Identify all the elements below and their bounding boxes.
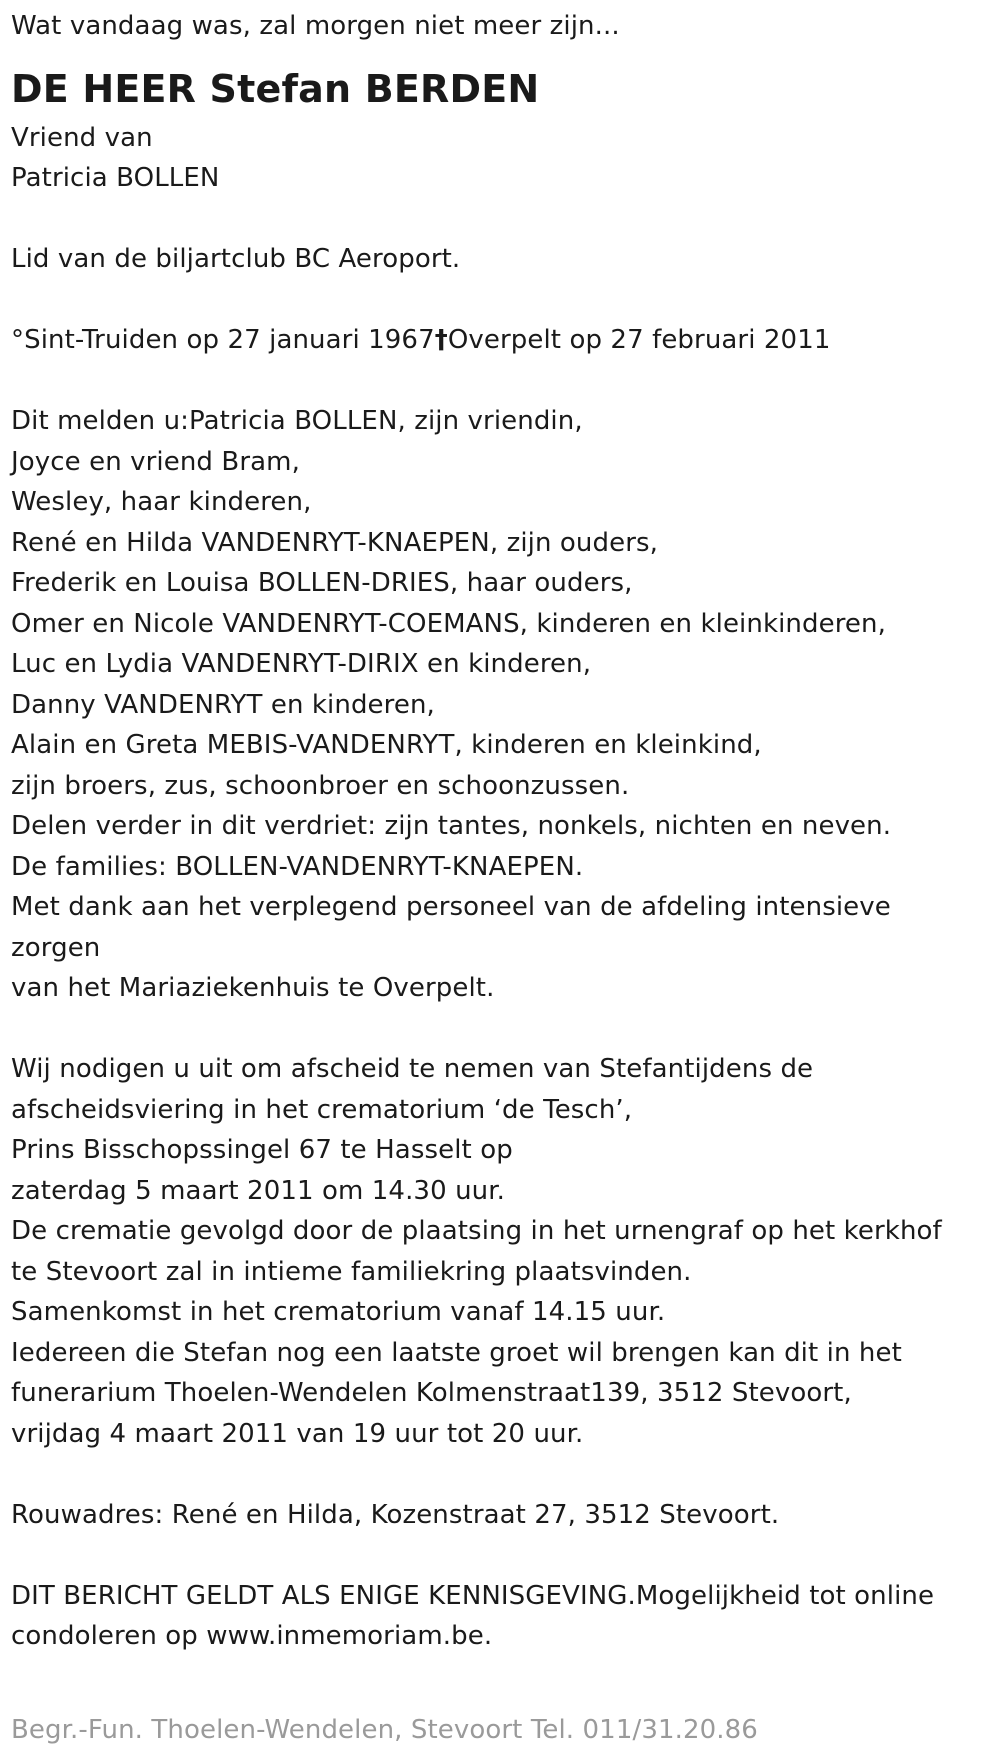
spacer	[11, 361, 991, 402]
mourning-address: Rouwadres: René en Hilda, Kozenstraat 27, 3512 Stevoort.	[11, 1499, 780, 1530]
ceremony-line: Prins Bisschopssingel 67 te Hasselt op	[11, 1135, 513, 1165]
obituary-notice	[11, 0, 991, 1751]
spacer	[11, 199, 991, 240]
announcer-line: De families: BOLLEN-VANDENRYT-KNAEPEN.	[11, 851, 584, 882]
death-info: Overpelt op 27 februari 2011	[447, 325, 831, 355]
ceremony-line: zaterdag 5 maart 2011 om 14.30 uur.	[11, 1175, 506, 1206]
notice-line: DIT BERICHT GELDT ALS ENIGE KENNISGEVING.Mogelijkheid tot online	[11, 1580, 935, 1611]
announcer-line: Met dank aan het verplegend personeel van de afdeling intensieve	[11, 892, 891, 922]
ceremony-line: te Stevoort zal in intieme familiekring plaatsvinden.	[11, 1256, 692, 1287]
cross-icon: †	[434, 325, 448, 355]
ceremony-line: afscheidsviering in het crematorium ‘de Tesch’,	[11, 1094, 633, 1125]
birth-death-line	[11, 320, 991, 361]
spacer	[11, 1657, 991, 1698]
funeral-home-footer: Begr.-Fun. Thoelen-Wendelen, Stevoort Tel. 011/31.20.86	[11, 1715, 758, 1745]
announcer-line: Frederik en Louisa BOLLEN-DRIES, haar ouders,	[11, 568, 633, 598]
spacer	[11, 1535, 991, 1576]
announcers-list	[11, 401, 991, 1009]
announcer-line: Delen verder in dit verdriet: zijn tantes, nonkels, nichten en neven.	[11, 811, 892, 841]
birth-info: °Sint-Truiden op 27 januari 1967	[11, 325, 435, 355]
notice-block	[11, 1576, 991, 1657]
announcer-line: Alain en Greta MEBIS-VANDENRYT, kinderen en kleinkind,	[11, 730, 762, 760]
ceremony-details	[11, 1049, 991, 1454]
notice-line: condoleren op www.inmemoriam.be.	[11, 1621, 493, 1651]
ceremony-line: Samenkomst in het crematorium vanaf 14.15 uur.	[11, 1297, 666, 1327]
spacer	[11, 1454, 991, 1495]
announcer-line: Dit melden u:Patricia BOLLEN, zijn vriendin,	[11, 406, 583, 436]
announcer-line: van het Mariaziekenhuis te Overpelt.	[11, 973, 495, 1003]
spacer	[11, 1009, 991, 1050]
ceremony-line: vrijdag 4 maart 2011 van 19 uur tot 20 uur.	[11, 1418, 584, 1449]
announcer-line: Luc en Lydia VANDENRYT-DIRIX en kinderen,	[11, 649, 592, 679]
announcer-line: Omer en Nicole VANDENRYT-COEMANS, kinderen en kleinkinderen,	[11, 608, 886, 639]
announcer-line: Wesley, haar kinderen,	[11, 487, 312, 517]
spacer	[11, 280, 991, 321]
relation-line: Vriend van	[11, 122, 153, 153]
ceremony-line: Wij nodigen u uit om afscheid te nemen van Stefantijdens de	[11, 1054, 814, 1084]
announcer-line: René en Hilda VANDENRYT-KNAEPEN, zijn ouders,	[11, 527, 659, 558]
intro-quote: Wat vandaag was, zal morgen niet meer zijn...	[11, 11, 620, 41]
ceremony-line: funerarium Thoelen-Wendelen Kolmenstraat139, 3512 Stevoort,	[11, 1378, 852, 1408]
announcer-line: zorgen	[11, 932, 101, 963]
deceased-name-heading: DE HEER Stefan BERDEN	[11, 66, 540, 111]
ceremony-line: Iedereen die Stefan nog een laatste groet wil brengen kan dit in het	[11, 1337, 902, 1368]
ceremony-line: De crematie gevolgd door de plaatsing in het urnengraf op het kerkhof	[11, 1216, 942, 1246]
club-membership: Lid van de biljartclub BC Aeroport.	[11, 244, 461, 274]
announcer-line: Danny VANDENRYT en kinderen,	[11, 689, 435, 720]
announcer-line: Joyce en vriend Bram,	[11, 446, 300, 477]
announcer-line: zijn broers, zus, schoonbroer en schoonzussen.	[11, 770, 630, 801]
relation-line: Patricia BOLLEN	[11, 163, 220, 193]
